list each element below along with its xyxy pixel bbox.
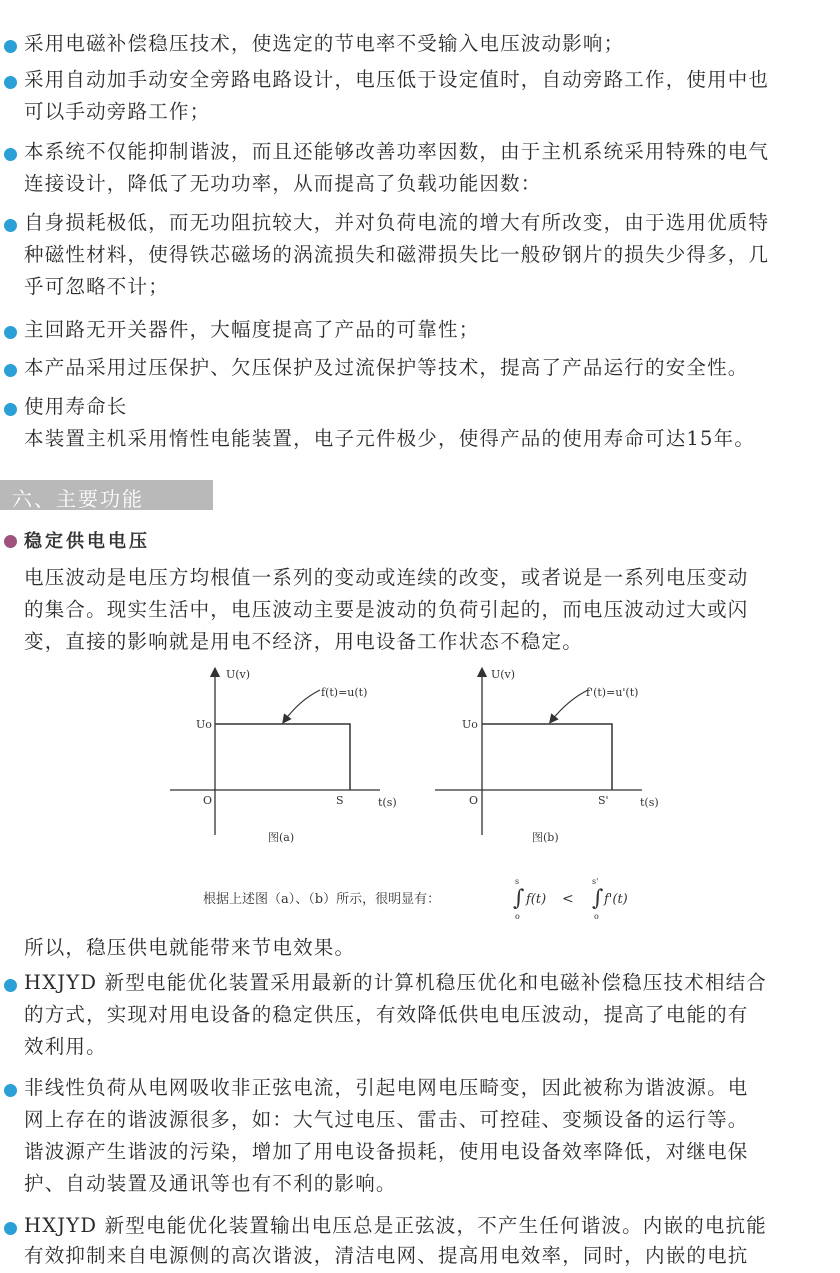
pointer-arrow [552,690,588,720]
section-heading-bar [0,480,213,510]
bullet-icon [4,148,17,161]
text-line: 乎可忽略不计； [24,275,169,298]
integral-sign: ∫ [592,886,604,911]
text-line: 采用自动加手动安全旁路电路设计，电压低于设定值时，自动旁路工作，使用中也 [24,68,770,91]
integral-sign: ∫ [513,886,525,911]
origin-label: O [469,794,479,807]
text-line: HXJYD 新型电能优化装置输出电压总是正弦波，不产生任何谐波。内嵌的电抗能 [24,1214,768,1237]
text-line: 网上存在的谐波源很多，如：大气过电压、雷击、可控硅、变频设备的运行等。 [24,1108,749,1131]
text-line: 的方式，实现对用电设备的稳定供压，有效降低供电电压波动，提高了电能的有 [24,1003,749,1026]
bullet-icon [4,403,17,416]
bullet-icon [4,76,17,89]
text-line: 本系统不仅能抑制谐波，而且还能够改善功率因数，由于主机系统采用特殊的电气 [24,140,770,163]
y-axis-label: U(v) [491,668,516,681]
origin-label: O [203,794,213,807]
text-line: 谐波源产生谐波的污染，增加了用电设备损耗，使用电设备效率降低，对继电保 [24,1140,749,1163]
integral-lower-limit: o [515,912,520,921]
subsection-heading: 稳定供电电压 [24,531,150,552]
text-line: 采用电磁补偿稳压技术，使选定的节电率不受输入电压波动影响； [24,32,625,55]
level-label: Uo [196,718,212,731]
y-axis-label: U(v) [226,668,251,681]
text-line: 电压波动是电压方均根值一系列的变动或连续的改变，或者说是一系列电压变动 [24,566,749,589]
voltage-curve [482,724,612,790]
integral-upper-limit: s' [592,877,599,886]
function-label: f(t)=u(t) [321,686,368,699]
text-line: 可以手动旁路工作； [24,100,211,123]
text-line: 主回路无开关器件，大幅度提高了产品的可靠性； [24,318,480,341]
text-line: 效利用。 [24,1035,107,1058]
figure-caption: 图(a) [268,831,295,844]
function-label: f'(t)=u'(t) [586,686,639,699]
text-line: 变，直接的影响就是用电不经济，用电设备工作状态不稳定。 [24,630,583,653]
bullet-icon [4,1222,17,1235]
x-axis-label: t(s) [640,796,659,809]
integral-lower-limit: o [594,912,599,921]
text-line: 本装置主机采用惰性电能装置，电子元件极少，使得产品的使用寿命可达15年。 [24,427,756,450]
text-line: 护、自动装置及通讯等也有不利的影响。 [24,1172,397,1195]
text-line: 连接设计，降低了无功功率，从而提高了负载功能因数： [24,172,542,195]
text-line: 使用寿命长 [24,395,128,418]
end-label: S [336,794,344,807]
voltage-curve [215,724,350,790]
text-line: HXJYD 新型电能优化装置采用最新的计算机稳压优化和电磁补偿稳压技术相结合 [24,971,768,994]
text-line: 自身损耗极低，而无功阻抗较大，并对负荷电流的增大有所改变，由于选用优质特 [24,211,770,234]
text-line: 有效抑制来自电源侧的高次谐波，清洁电网、提高用电效率，同时，内嵌的电抗 [24,1244,749,1267]
figure-b [435,668,659,844]
integrand: f'(t) [604,892,628,907]
integral-comparison [0,873,840,923]
figure-caption: 图(b) [532,831,559,844]
integral-upper-limit: s [515,877,520,886]
voltage-figures [0,660,840,860]
end-label: S' [598,794,609,807]
text-line: 非线性负荷从电网吸收非正弦电流，引起电网电压畸变，因此被称为谐波源。电 [24,1076,749,1099]
bullet-icon [4,1084,17,1097]
bullet-icon [4,40,17,53]
text-line: 本产品采用过压保护、欠压保护及过流保护等技术，提高了产品运行的安全性。 [24,356,749,379]
section-title: 六、主要功能 [12,487,144,511]
bullet-icon [4,326,17,339]
x-axis-label: t(s) [378,796,397,809]
bullet-icon [4,364,17,377]
figure-a [170,668,397,844]
bullet-icon [4,219,17,232]
text-line: 种磁性材料，使得铁芯磁场的涡流损失和磁滞损失比一般矽钢片的损失少得多，几 [24,243,770,266]
text-line: 所以，稳压供电就能带来节电效果。 [24,936,356,959]
pointer-arrow [285,690,320,720]
less-than-sign: < [562,891,574,907]
integrand: f(t) [526,892,547,907]
text-line: 的集合。现实生活中，电压波动主要是波动的负荷引起的，而电压波动过大或闪 [24,598,749,621]
formula-text: 根据上述图（a）、（b）所示，很明显有： [203,892,441,907]
bullet-icon [4,535,17,548]
level-label: Uo [462,718,478,731]
bullet-icon [4,979,17,992]
